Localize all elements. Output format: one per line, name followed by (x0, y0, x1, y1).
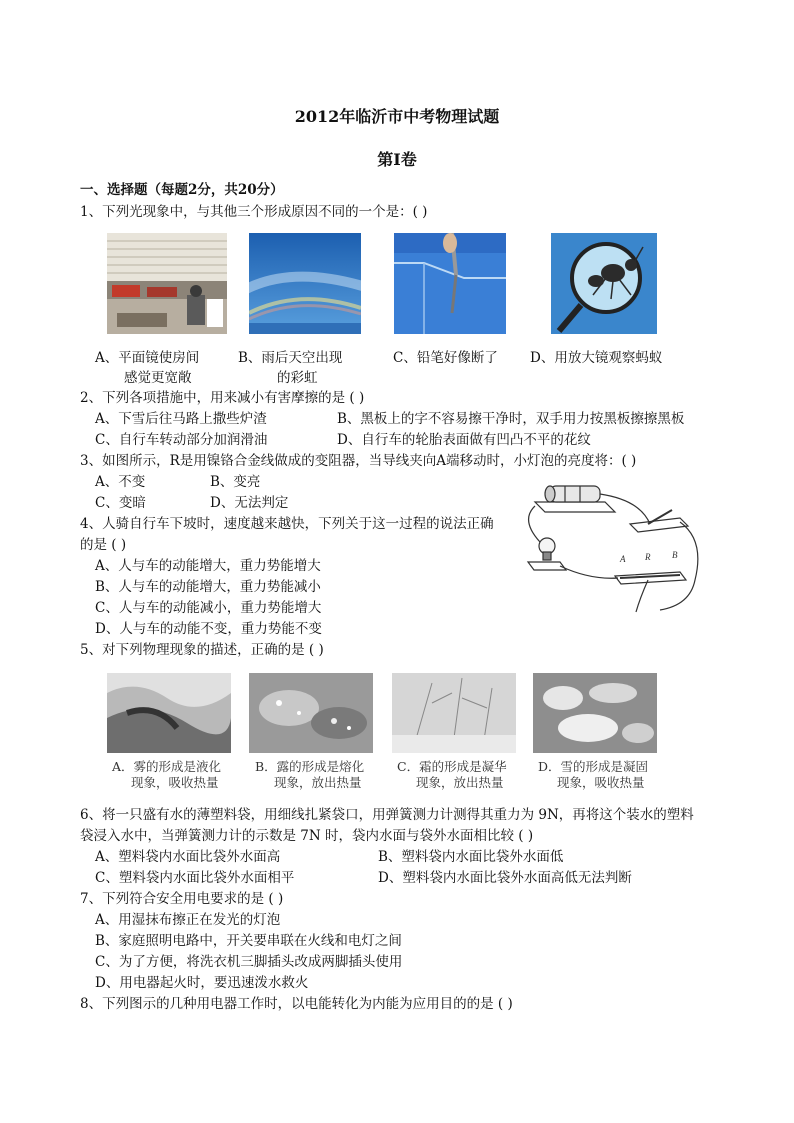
volume-heading: 第Ⅰ卷 (377, 150, 417, 169)
q2-option-b: B、黑板上的字不容易擦干净时，双手用力按黑板擦擦黑板 (337, 411, 685, 427)
q1-option-a: A、平面镜使房间 (95, 350, 200, 366)
q4-option-a: A、人与车的动能增大，重力势能增大 (95, 558, 321, 574)
exam-title: 2012年临沂市中考物理试题 (294, 107, 500, 126)
q1-option-b-cont: 的彩虹 (277, 370, 318, 386)
q2-option-c: C、自行车转动部分加润滑油 (95, 432, 268, 448)
q2-option-a: A、下雪后往马路上撒些炉渣 (95, 411, 267, 427)
q1-photo-room-mirror (107, 233, 227, 334)
q6-stem-line1: 6、将一只盛有水的薄塑料袋，用细线扎紧袋口，用弹簧测力计测得其重力为 9N，再将这个装水的塑料 (80, 807, 694, 823)
q1-option-d: D、用放大镜观察蚂蚁 (530, 350, 663, 366)
q1-option-b: B、雨后天空出现 (238, 350, 343, 366)
rheostat-label-r: R (645, 552, 651, 562)
q7-option-d: D、用电器起火时，要迅速泼水救火 (95, 975, 309, 991)
q1-photo-pencil-water (394, 233, 506, 334)
q5-photo-dew (249, 673, 373, 753)
q1-option-a-cont: 感觉更宽敞 (124, 370, 192, 386)
q1-photo-rainbow (249, 233, 361, 334)
q5-caption-b-cont: 现象，放出热量 (274, 775, 362, 790)
rheostat-label-b: B (672, 550, 678, 560)
q4-stem-line2: 的是 ( ) (80, 537, 127, 553)
q5-caption-c: C．霜的形成是凝华 (397, 759, 507, 774)
q5-caption-c-cont: 现象，放出热量 (416, 775, 504, 790)
q3-option-a: A、不变 (95, 474, 146, 490)
q2-stem: 2、下列各项措施中，用来减小有害摩擦的是 ( ) (80, 390, 365, 406)
q1-option-c: C、铅笔好像断了 (393, 350, 498, 366)
q3-option-c: C、变暗 (95, 495, 146, 511)
q3-stem: 3、如图所示，R是用镍铬合金线做成的变阻器，当导线夹向A端移动时，小灯泡的亮度将：( ) (80, 453, 637, 469)
q5-photo-fog (107, 673, 231, 753)
section-heading: 一、选择题（每题2分，共20分） (80, 182, 284, 198)
q7-option-a: A、用湿抹布擦正在发光的灯泡 (95, 912, 281, 928)
q4-option-d: D、人与车的动能不变，重力势能不变 (95, 621, 322, 637)
q5-caption-d: D．雪的形成是凝固 (538, 759, 649, 774)
q6-option-b: B、塑料袋内水面比袋外水面低 (378, 849, 564, 865)
q4-stem-line1: 4、人骑自行车下坡时，速度越来越快，下列关于这一过程的说法正确 (80, 516, 494, 532)
q6-stem-line2: 袋浸入水中，当弹簧测力计的示数是 7N 时，袋内水面与袋外水面相比较 ( ) (80, 828, 534, 844)
q5-caption-d-cont: 现象，吸收热量 (557, 775, 645, 790)
q6-option-c: C、塑料袋内水面比袋外水面相平 (95, 870, 295, 886)
q3-option-b: B、变亮 (210, 474, 261, 490)
q3-option-d: D、无法判定 (210, 495, 289, 511)
q2-option-d: D、自行车的轮胎表面做有凹凸不平的花纹 (337, 432, 591, 448)
q5-caption-a: A．雾的形成是液化 (112, 759, 222, 774)
q7-option-b: B、家庭照明电路中，开关要串联在火线和电灯之间 (95, 933, 402, 949)
q5-photo-frost (392, 673, 516, 753)
rheostat-label-a: A (620, 554, 626, 564)
q6-option-d: D、塑料袋内水面比袋外水面高低无法判断 (378, 870, 632, 886)
q5-stem: 5、对下列物理现象的描述，正确的是 ( ) (80, 642, 324, 658)
q5-caption-a-cont: 现象，吸收热量 (131, 775, 219, 790)
q4-option-c: C、人与车的动能减小，重力势能增大 (95, 600, 322, 616)
q1-photo-magnifier-ant (551, 233, 657, 334)
q7-stem: 7、下列符合安全用电要求的是 ( ) (80, 891, 284, 907)
q4-option-b: B、人与车的动能增大，重力势能减小 (95, 579, 321, 595)
q3-circuit-diagram (520, 480, 705, 618)
q6-option-a: A、塑料袋内水面比袋外水面高 (95, 849, 281, 865)
q8-stem: 8、下列图示的几种用电器工作时，以电能转化为内能为应用目的的是 ( ) (80, 996, 513, 1012)
q7-option-c: C、为了方便，将洗衣机三脚插头改成两脚插头使用 (95, 954, 403, 970)
q5-photo-snow (533, 673, 657, 753)
q1-stem: 1、下列光现象中，与其他三个形成原因不同的一个是：( ) (80, 204, 428, 220)
q5-caption-b: B．露的形成是熔化 (255, 759, 365, 774)
